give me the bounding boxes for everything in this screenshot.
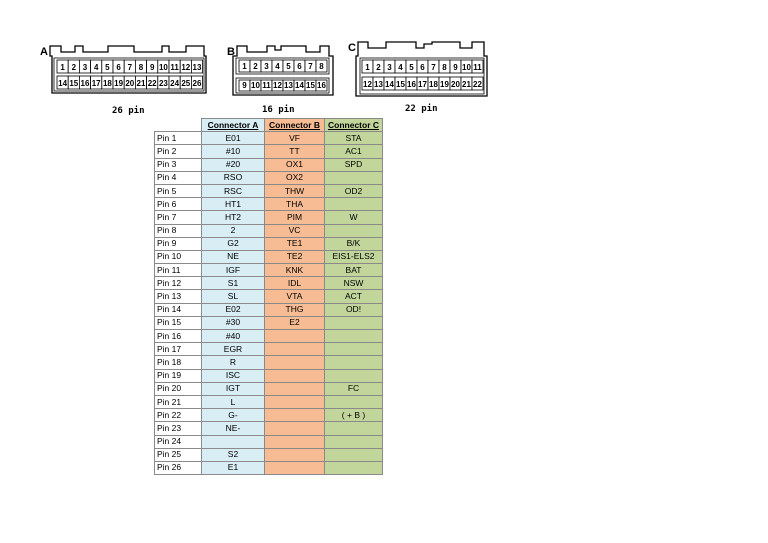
pin-number: 1 bbox=[242, 62, 247, 71]
connector-c-cell bbox=[325, 448, 383, 461]
connector-a-cell: L bbox=[202, 395, 265, 408]
pin-number: 5 bbox=[409, 63, 414, 72]
pin-number: 1 bbox=[60, 63, 65, 72]
pin-number: 26 bbox=[192, 79, 202, 88]
table-row bbox=[155, 343, 383, 356]
pin-number: 12 bbox=[273, 81, 282, 90]
pin-number: 19 bbox=[440, 80, 449, 89]
connector-c-cell bbox=[325, 330, 383, 343]
pin-label-cell: Pin 10 bbox=[155, 250, 202, 263]
pin-number: 4 bbox=[398, 63, 403, 72]
pin-label-cell: Pin 3 bbox=[155, 158, 202, 171]
connector-b-cell bbox=[265, 409, 325, 422]
connector-a-cell: HT2 bbox=[202, 211, 265, 224]
pin-number: 20 bbox=[451, 80, 460, 89]
connector-b-top-row bbox=[239, 60, 327, 72]
pin-number: 1 bbox=[365, 63, 370, 72]
pin-number: 14 bbox=[295, 81, 304, 90]
pin-label-cell: Pin 13 bbox=[155, 290, 202, 303]
table-row bbox=[155, 435, 383, 448]
table-row bbox=[155, 356, 383, 369]
connector-a-top-row bbox=[57, 60, 203, 73]
pin-label-cell: Pin 25 bbox=[155, 448, 202, 461]
connector-b-cell: KNK bbox=[265, 264, 325, 277]
pin-number: 15 bbox=[396, 80, 405, 89]
header-connector-a: Connector A bbox=[202, 119, 265, 132]
pin-number: 17 bbox=[418, 80, 427, 89]
table-row bbox=[155, 145, 383, 158]
connector-a-cell: E1 bbox=[202, 461, 265, 474]
pin-number: 15 bbox=[69, 79, 79, 88]
pin-number: 22 bbox=[473, 80, 482, 89]
pin-number: 10 bbox=[158, 63, 168, 72]
connector-c-cell bbox=[325, 316, 383, 329]
table-row bbox=[155, 369, 383, 382]
pin-number: 17 bbox=[91, 79, 101, 88]
pin-number: 14 bbox=[58, 79, 68, 88]
table-row bbox=[155, 382, 383, 395]
connector-b-pin-count: 16 pin bbox=[262, 105, 295, 115]
pin-label-cell: Pin 15 bbox=[155, 316, 202, 329]
pin-number: 16 bbox=[80, 79, 90, 88]
pin-number: 16 bbox=[407, 80, 416, 89]
connector-c-cell: ACT bbox=[325, 290, 383, 303]
connector-b-cell: E2 bbox=[265, 316, 325, 329]
table-row bbox=[155, 184, 383, 197]
connector-a-cell: #40 bbox=[202, 330, 265, 343]
connector-c-cell: AC1 bbox=[325, 145, 383, 158]
pin-number: 8 bbox=[442, 63, 447, 72]
header-connector-c: Connector C bbox=[325, 119, 383, 132]
pin-number: 6 bbox=[420, 63, 425, 72]
pin-label-cell: Pin 9 bbox=[155, 237, 202, 250]
pin-label-cell: Pin 7 bbox=[155, 211, 202, 224]
table-row bbox=[155, 211, 383, 224]
connector-a-cell: G- bbox=[202, 409, 265, 422]
pin-number: 2 bbox=[376, 63, 381, 72]
pin-label-cell: Pin 5 bbox=[155, 184, 202, 197]
pin-label-cell: Pin 21 bbox=[155, 395, 202, 408]
connector-c-cell bbox=[325, 422, 383, 435]
pin-number: 7 bbox=[127, 63, 133, 72]
table-row bbox=[155, 395, 383, 408]
connector-b-cell: THG bbox=[265, 303, 325, 316]
connector-c-cell bbox=[325, 395, 383, 408]
pin-number: 8 bbox=[319, 62, 324, 71]
header-connector-b: Connector B bbox=[265, 119, 325, 132]
connector-c-cell: ( + B ) bbox=[325, 409, 383, 422]
pin-label-cell: Pin 12 bbox=[155, 277, 202, 290]
connector-c-cell bbox=[325, 171, 383, 184]
pin-number: 12 bbox=[363, 80, 372, 89]
pin-number: 6 bbox=[297, 62, 302, 71]
connector-b-cell bbox=[265, 448, 325, 461]
pin-number: 16 bbox=[317, 81, 326, 90]
pin-label-cell: Pin 14 bbox=[155, 303, 202, 316]
pin-label-cell: Pin 16 bbox=[155, 330, 202, 343]
table-row bbox=[155, 198, 383, 211]
pin-number: 22 bbox=[147, 79, 157, 88]
pin-number: 3 bbox=[264, 62, 269, 71]
connector-b-cell: IDL bbox=[265, 277, 325, 290]
connector-b-cell bbox=[265, 369, 325, 382]
pin-number: 8 bbox=[138, 63, 144, 72]
pin-number: 11 bbox=[473, 63, 482, 72]
table-row bbox=[155, 277, 383, 290]
pin-number: 19 bbox=[114, 79, 124, 88]
pin-label-cell: Pin 1 bbox=[155, 132, 202, 145]
connector-c-cell bbox=[325, 198, 383, 211]
connector-c-cell: EIS1-ELS2 bbox=[325, 250, 383, 263]
connector-a-cell: RSO bbox=[202, 171, 265, 184]
table-row bbox=[155, 290, 383, 303]
connector-a-cell: EGR bbox=[202, 343, 265, 356]
connector-c-cell bbox=[325, 461, 383, 474]
table-row bbox=[155, 409, 383, 422]
pin-number: 18 bbox=[429, 80, 438, 89]
pin-number: 18 bbox=[102, 79, 112, 88]
connector-b bbox=[227, 46, 333, 115]
table-row bbox=[155, 264, 383, 277]
pin-number: 20 bbox=[125, 79, 135, 88]
connector-c-cell: SPD bbox=[325, 158, 383, 171]
pin-label-cell: Pin 26 bbox=[155, 461, 202, 474]
connector-c-cell: W bbox=[325, 211, 383, 224]
pin-label-cell: Pin 17 bbox=[155, 343, 202, 356]
pin-number: 5 bbox=[286, 62, 291, 71]
pin-number: 4 bbox=[93, 63, 99, 72]
pin-number: 3 bbox=[82, 63, 88, 72]
connector-a-cell: #10 bbox=[202, 145, 265, 158]
connector-c-cell: OD! bbox=[325, 303, 383, 316]
table-row bbox=[155, 224, 383, 237]
connector-a-bottom-row bbox=[57, 76, 203, 89]
connector-c-cell bbox=[325, 435, 383, 448]
connector-a-cell: IGF bbox=[202, 264, 265, 277]
pin-number: 3 bbox=[387, 63, 392, 72]
connector-c-cell: BAT bbox=[325, 264, 383, 277]
connector-b-cell: THW bbox=[265, 184, 325, 197]
connector-a-pin-count: 26 pin bbox=[112, 106, 145, 116]
pin-label-cell: Pin 2 bbox=[155, 145, 202, 158]
table-row bbox=[155, 237, 383, 250]
pin-number: 12 bbox=[181, 63, 191, 72]
pin-label-cell: Pin 19 bbox=[155, 369, 202, 382]
connector-a-cell: ISC bbox=[202, 369, 265, 382]
connector-a-cell: S1 bbox=[202, 277, 265, 290]
pin-number: 10 bbox=[251, 81, 260, 90]
connector-b-cell: VC bbox=[265, 224, 325, 237]
connector-b-cell: OX1 bbox=[265, 158, 325, 171]
connector-a-cell: S2 bbox=[202, 448, 265, 461]
pin-number: 11 bbox=[262, 81, 271, 90]
connector-c-cell bbox=[325, 369, 383, 382]
table-row bbox=[155, 330, 383, 343]
connector-b-cell bbox=[265, 382, 325, 395]
connector-a-cell: G2 bbox=[202, 237, 265, 250]
pin-number: 13 bbox=[374, 80, 383, 89]
pin-label-cell: Pin 18 bbox=[155, 356, 202, 369]
connector-a bbox=[40, 46, 206, 116]
pin-number: 9 bbox=[149, 63, 155, 72]
pin-label-cell: Pin 11 bbox=[155, 264, 202, 277]
pin-number: 4 bbox=[275, 62, 280, 71]
pin-label-cell: Pin 8 bbox=[155, 224, 202, 237]
pin-number: 9 bbox=[453, 63, 458, 72]
connector-a-cell: RSC bbox=[202, 184, 265, 197]
pin-number: 10 bbox=[462, 63, 471, 72]
connector-b-cell bbox=[265, 330, 325, 343]
pin-number: 21 bbox=[462, 80, 471, 89]
connector-b-letter: B bbox=[227, 46, 235, 58]
connector-c-cell bbox=[325, 343, 383, 356]
table-row bbox=[155, 303, 383, 316]
connector-b-cell bbox=[265, 435, 325, 448]
connector-a-cell: NE- bbox=[202, 422, 265, 435]
pin-label-cell: Pin 23 bbox=[155, 422, 202, 435]
connector-b-cell bbox=[265, 343, 325, 356]
connector-c-bottom-row bbox=[362, 77, 483, 90]
table-row bbox=[155, 316, 383, 329]
table-row bbox=[155, 132, 383, 145]
connector-c-cell bbox=[325, 224, 383, 237]
connector-b-bottom-row bbox=[239, 80, 327, 91]
pin-number: 13 bbox=[192, 63, 202, 72]
connector-c bbox=[348, 42, 487, 114]
connector-a-cell: #20 bbox=[202, 158, 265, 171]
connector-b-cell: THA bbox=[265, 198, 325, 211]
pin-number: 14 bbox=[385, 80, 394, 89]
connector-c-cell bbox=[325, 356, 383, 369]
connector-b-cell bbox=[265, 422, 325, 435]
connector-b-cell: VTA bbox=[265, 290, 325, 303]
connector-c-top-row bbox=[362, 60, 483, 73]
connector-a-letter: A bbox=[40, 46, 48, 58]
pin-number: 15 bbox=[306, 81, 315, 90]
pin-number: 2 bbox=[71, 63, 77, 72]
pin-number: 7 bbox=[308, 62, 313, 71]
table-row bbox=[155, 158, 383, 171]
pin-number: 6 bbox=[116, 63, 121, 72]
connector-a-cell bbox=[202, 435, 265, 448]
pin-number: 21 bbox=[136, 79, 146, 88]
pin-label-cell: Pin 24 bbox=[155, 435, 202, 448]
connector-b-cell bbox=[265, 461, 325, 474]
connector-c-cell: B/K bbox=[325, 237, 383, 250]
pin-number: 11 bbox=[170, 63, 179, 72]
connector-a-cell: IGT bbox=[202, 382, 265, 395]
pin-number: 25 bbox=[181, 79, 191, 88]
connector-c-cell: NSW bbox=[325, 277, 383, 290]
pin-number: 24 bbox=[170, 79, 180, 88]
pin-label-cell: Pin 20 bbox=[155, 382, 202, 395]
pin-number: 2 bbox=[253, 62, 258, 71]
pin-number: 13 bbox=[284, 81, 293, 90]
connector-a-cell: #30 bbox=[202, 316, 265, 329]
table-corner-cell bbox=[155, 119, 202, 132]
pin-label-cell: Pin 4 bbox=[155, 171, 202, 184]
connector-c-cell: FC bbox=[325, 382, 383, 395]
connector-c-letter: C bbox=[348, 42, 356, 54]
table-row bbox=[155, 171, 383, 184]
connector-a-cell: SL bbox=[202, 290, 265, 303]
connector-a-cell: R bbox=[202, 356, 265, 369]
pin-number: 23 bbox=[158, 79, 168, 88]
table-row bbox=[155, 250, 383, 263]
connector-c-cell: OD2 bbox=[325, 184, 383, 197]
connector-b-cell: TE2 bbox=[265, 250, 325, 263]
connector-b-cell: PIM bbox=[265, 211, 325, 224]
table-row bbox=[155, 448, 383, 461]
pin-assignment-table bbox=[154, 118, 383, 475]
table-row bbox=[155, 422, 383, 435]
connector-c-pin-count: 22 pin bbox=[405, 104, 438, 114]
table-header-row bbox=[155, 119, 383, 132]
connector-a-cell: E01 bbox=[202, 132, 265, 145]
table-row bbox=[155, 461, 383, 474]
connector-b-cell: VF bbox=[265, 132, 325, 145]
pin-label-cell: Pin 6 bbox=[155, 198, 202, 211]
pin-number: 7 bbox=[431, 63, 436, 72]
connector-b-cell: TE1 bbox=[265, 237, 325, 250]
connector-b-cell bbox=[265, 356, 325, 369]
pin-number: 5 bbox=[105, 63, 110, 72]
connector-c-cell: STA bbox=[325, 132, 383, 145]
table-body bbox=[155, 132, 383, 475]
connector-a-cell: E02 bbox=[202, 303, 265, 316]
connector-b-cell: TT bbox=[265, 145, 325, 158]
connector-a-cell: HT1 bbox=[202, 198, 265, 211]
connector-b-cell bbox=[265, 395, 325, 408]
connector-a-cell: NE bbox=[202, 250, 265, 263]
pin-label-cell: Pin 22 bbox=[155, 409, 202, 422]
connector-b-cell: OX2 bbox=[265, 171, 325, 184]
pin-number: 9 bbox=[242, 81, 247, 90]
connector-a-cell: 2 bbox=[202, 224, 265, 237]
